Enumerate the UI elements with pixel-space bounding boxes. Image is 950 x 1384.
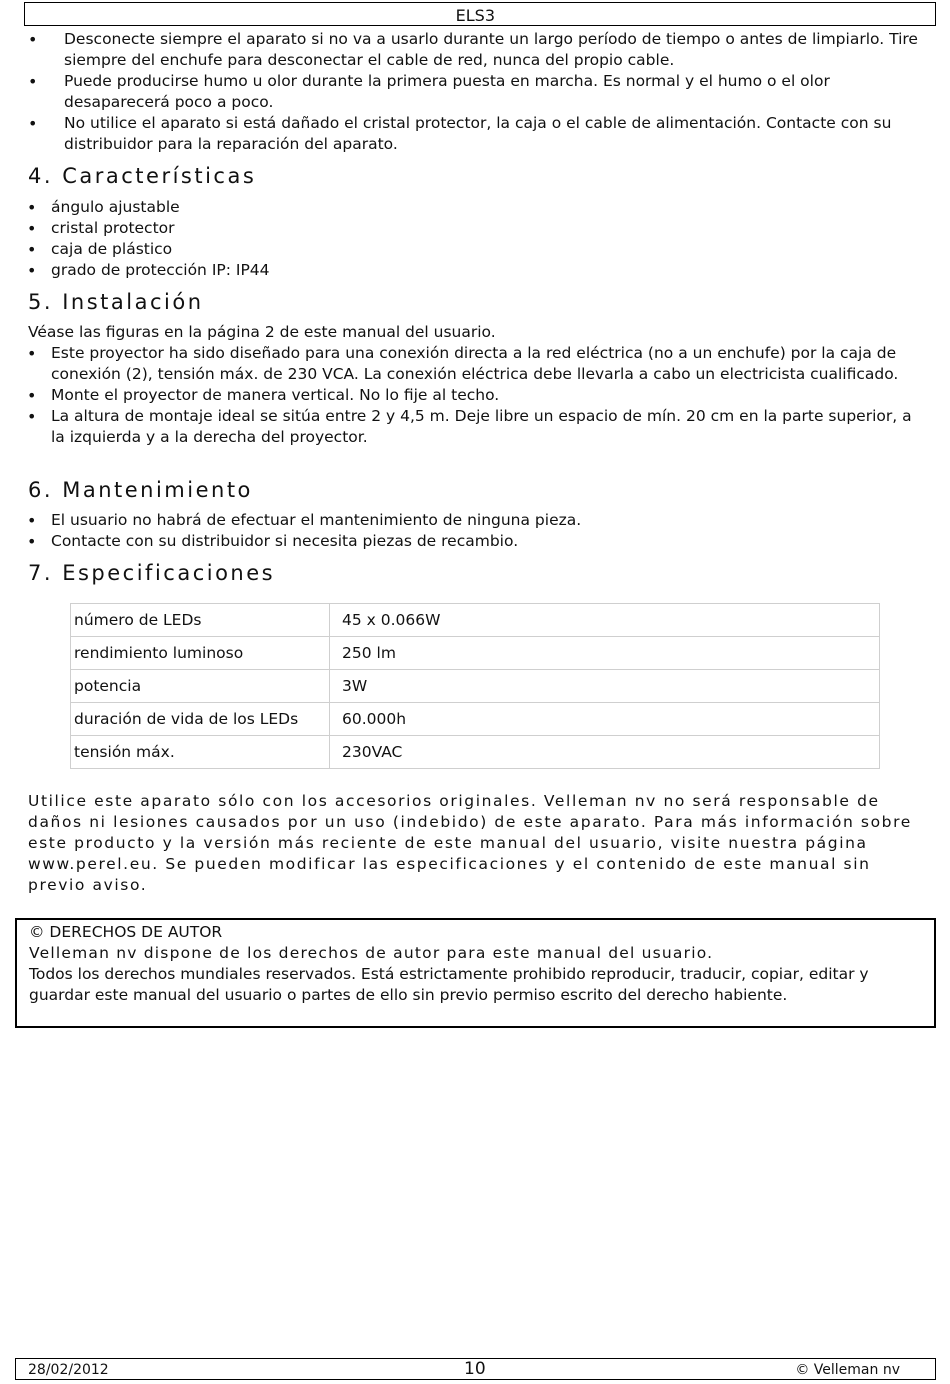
disclaimer-paragraph: Utilice este aparato sólo con los accesorios originales. Velleman nv no será responsable de daños ni lesiones causados por un uso (indebido) de este aparato. Para más información sobre este producto y la versión más reciente de este manual del usuario, visite nuestra página www.perel.eu. Se pueden modificar las especificaciones y el contenido de este manual sin previo aviso.	[28, 792, 912, 894]
list-item: • Monte el proyector de manera vertical. No lo fije al techo.	[24, 385, 929, 406]
installation-list	[24, 343, 929, 448]
section-heading-mantenimiento: 6. Mantenimiento	[28, 478, 253, 502]
spec-label: número de LEDs	[71, 604, 330, 637]
table-row	[71, 670, 880, 703]
spec-value: 3W	[330, 670, 880, 703]
document-title: ELS3	[455, 6, 495, 25]
list-item: • Este proyector ha sido diseñado para una conexión directa a la red eléctrica (no a un enchufe) por la caja de conexión (2), tensión máx. de 230 VCA. La conexión eléctrica debe llevarla a cabo un electricista cualificado.	[24, 343, 929, 385]
list-item: • caja de plástico	[24, 239, 929, 260]
maintenance-list	[24, 510, 929, 552]
spec-label: potencia	[71, 670, 330, 703]
list-item: • cristal protector	[24, 218, 929, 239]
spec-label: rendimiento luminoso	[71, 637, 330, 670]
table-row	[71, 604, 880, 637]
section-heading-instalacion: 5. Instalación	[28, 290, 204, 314]
spec-value: 250 lm	[330, 637, 880, 670]
page-header	[24, 2, 936, 26]
section-heading-especificaciones: 7. Especificaciones	[28, 561, 276, 585]
copyright-box	[15, 918, 936, 1028]
list-item: • Contacte con su distribuidor si necesita piezas de recambio.	[24, 531, 929, 552]
spec-label: duración de vida de los LEDs	[71, 703, 330, 736]
spec-label: tensión máx.	[71, 736, 330, 769]
page-number: 10	[464, 1359, 486, 1379]
page-footer	[15, 1358, 936, 1380]
list-item: • No utilice el aparato si está dañado el cristal protector, la caja o el cable de alimentación. Contacte con su distribuidor para la reparación del aparato.	[24, 113, 929, 155]
footer-brand: © Velleman nv	[795, 1362, 900, 1378]
copyright-line: Todos los derechos mundiales reservados. Está estrictamente prohibido reproducir, traducir, copiar, editar y guardar este manual del usuario o partes de ello sin previo permiso escrito del derecho habiente.	[29, 965, 869, 1004]
copyright-line: Velleman nv dispone de los derechos de autor para este manual del usuario.	[29, 944, 714, 962]
footer-date: 28/02/2012	[28, 1362, 109, 1378]
intro-bullet-list	[24, 29, 929, 155]
list-item: • grado de protección IP: IP44	[24, 260, 929, 281]
table-row	[71, 637, 880, 670]
section-heading-caracteristicas: 4. Características	[28, 164, 257, 188]
copyright-heading: © DERECHOS DE AUTOR	[29, 923, 223, 941]
table-row	[71, 703, 880, 736]
spec-value: 45 x 0.066W	[330, 604, 880, 637]
list-item: • Puede producirse humo u olor durante la primera puesta en marcha. Es normal y el humo o el olor desaparecerá poco a poco.	[24, 71, 929, 113]
spec-value: 60.000h	[330, 703, 880, 736]
features-list	[24, 197, 929, 281]
specifications-table	[70, 603, 880, 769]
installation-intro: Véase las figuras en la página 2 de este manual del usuario.	[28, 323, 496, 341]
list-item: • ángulo ajustable	[24, 197, 929, 218]
table-row	[71, 736, 880, 769]
list-item: • El usuario no habrá de efectuar el mantenimiento de ninguna pieza.	[24, 510, 929, 531]
list-item: • Desconecte siempre el aparato si no va a usarlo durante un largo período de tiempo o antes de limpiarlo. Tire siempre del enchufe para desconectar el cable de red, nunca del propio cable.	[24, 29, 929, 71]
list-item: • La altura de montaje ideal se sitúa entre 2 y 4,5 m. Deje libre un espacio de mín. 20 cm en la parte superior, a la izquierda y a la derecha del proyector.	[24, 406, 929, 448]
spec-value: 230VAC	[330, 736, 880, 769]
